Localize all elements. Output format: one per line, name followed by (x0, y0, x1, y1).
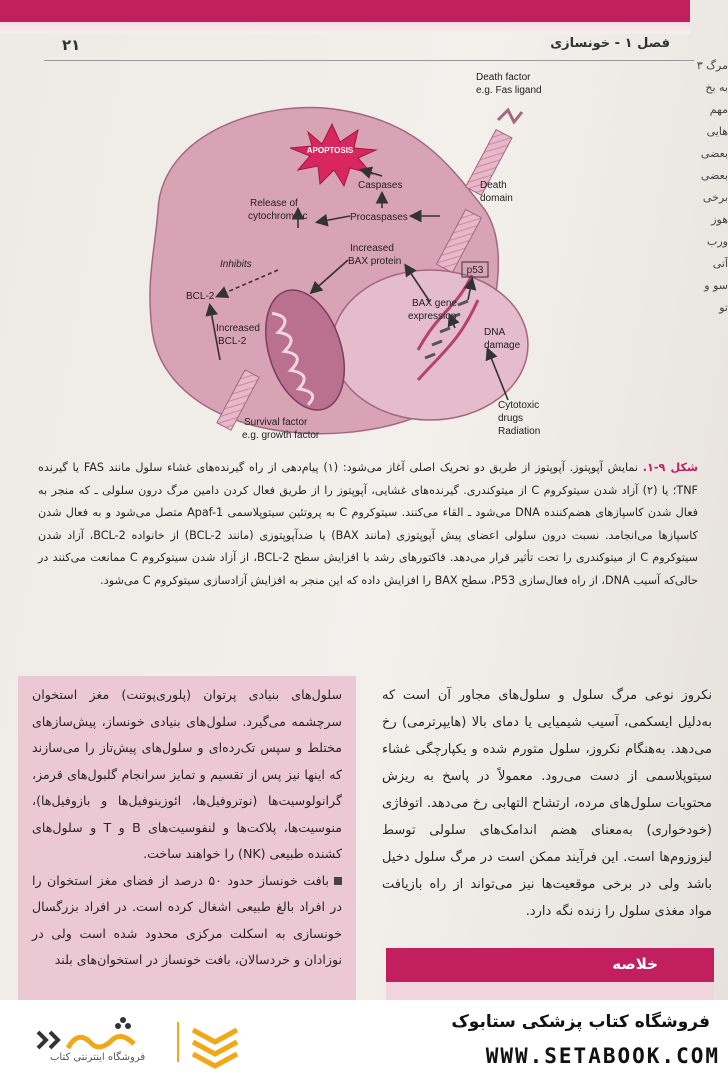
top-bar-fade (0, 22, 690, 34)
dna-damage-line2: damage (484, 340, 521, 351)
summary-box (386, 982, 714, 1000)
increased-bax-line2: BAX protein (348, 256, 402, 267)
summary-heading-bar (386, 948, 714, 982)
facing-page-edge (694, 55, 728, 475)
watermark-footer (0, 1000, 728, 1080)
square-bullet-icon (334, 877, 342, 885)
survival-line2: e.g. growth factor (242, 430, 320, 441)
necrosis-paragraph: نکروز نوعی مرگ سلول و سلول‌های مجاور آن است که به‌دلیل ایسکمی، آسیب شیمیایی یا دمای بالا (هایپرترمی) رخ می‌دهد. به‌هنگام نکروز، سلول متورم شده و یکپارچگی غشاء سیتوپلاسمی از دست می‌رود. معمولاً در پاسخ به ریزش محتویات سلول‌های مرده، ارتشاح التهابی رخ می‌دهد. اتوفاژی (خودخواری) به‌معنای هضم اندامک‌های سلولی توسط لیزوزوم‌ها است. این فرآیند ممکن است در مرگ سلول دخیل باشد ولی در برخی موقعیت‌ها نیز می‌تواند از راه بازیافت مواد مغذی سلول را زنده نگه دارد. (382, 688, 712, 919)
p53-label: p53 (466, 265, 484, 276)
edge-line: بعضی (700, 169, 728, 182)
highlight-text (18, 676, 356, 974)
caption-label: شکل ۹-۱. (642, 461, 699, 474)
cytotoxic-line1: Cytotoxic (498, 400, 540, 411)
shop-url[interactable]: WWW.SETABOOK.COM (485, 1044, 720, 1068)
highlight-para-1: سلول‌های بنیادی پرتوان (پلوری‌پوتنت) مغز استخوان سرچشمه می‌گیرد. سلول‌های بنیادی خونساز، پیش‌سازهای مختلط و سپس تک‌رده‌ای و سلول‌های پیش‌تاز را می‌سازند که اینها نیز پس از تقسیم و تمایز سرانجام گلبول‌های قرمز، گرانولوسیت‌ها (نوتروفیل‌ها، ائوزینوفیل‌ها و بازوفیل‌ها)، منوسیت‌ها، پلاکت‌ها و لنفوسیت‌های B و T و سلول‌های کشنده طبیعی (NK) را خواهند ساخت. (32, 687, 342, 861)
death-factor-line2: e.g. Fas ligand (476, 85, 542, 96)
bax-gene-line2: expression (408, 311, 457, 322)
edge-line: هوز (711, 213, 728, 226)
death-domain-line2: domain (480, 193, 513, 204)
bax-gene-line1: BAX gene (412, 298, 458, 309)
edge-line: مهم هایی (706, 103, 728, 138)
cytotoxic-line2: drugs (498, 413, 524, 424)
dna-damage-line1: DNA (484, 327, 506, 338)
edge-line: مرگ ۳ (696, 59, 728, 72)
highlight-para-2: بافت خونساز حدود ۵۰ درصد از فضای مغز استخوان را در افراد بالغ طبیعی اشغال کرده است. در افراد بزرگسال خونسازی به اسکلت مرکزی محدود شده است ولی در نوزادان و خردسالان، بافت خونساز در استخوان‌های بلند (32, 872, 342, 967)
top-color-bar (0, 0, 690, 22)
edge-line: بعضی (700, 147, 728, 160)
procaspases-label: Procaspases (350, 212, 408, 223)
increased-bcl2-line1: Increased (216, 323, 260, 334)
death-factor-line1: Death factor (476, 72, 531, 83)
apoptosis-label: APOPTOSIS (306, 146, 354, 155)
release-line1: Release of (250, 198, 298, 209)
page-number: ۲۱ (62, 36, 81, 54)
survival-line1: Survival factor (244, 417, 308, 428)
cytotoxic-line3: Radiation (498, 426, 541, 437)
summary-title: خلاصه (612, 955, 658, 973)
bcl2-label: BCL-2 (186, 291, 215, 302)
death-domain-line1: Death (480, 180, 507, 191)
apoptosis-diagram (100, 60, 570, 455)
chapter-title: فصل ۱ - خونسازی (550, 36, 670, 51)
shop-name: فروشگاه کتاب پزشکی ستابوک (451, 1012, 710, 1032)
edge-line: برخی (702, 191, 728, 204)
increased-bax-line1: Increased (350, 243, 394, 254)
edge-line: به بخ (705, 81, 728, 94)
edge-line: آتی (712, 257, 728, 270)
caspases-label: Caspases (358, 180, 403, 191)
release-line2: cytochrome c (248, 211, 308, 222)
figure-caption (38, 457, 698, 592)
setabook-logo (28, 1012, 288, 1072)
caption-text: نمایش آپوپتوز. آپوپتوز از طریق دو تحریک اصلی آغاز می‌شود: (۱) پیام‌دهی از راه گیرنده‌های غشاء سلول مانند FAS یا گیرنده TNF؛ یا (۲) آزاد شدن سیتوکروم C از میتوکندری. گیرنده‌های غشایی، آپوپتوز را از طریق فعال کردن دامین مرگ درون سلولی ـ که منجر به فعال شدن کاسپازهای هضم‌کننده DNA می‌شود ـ القاء می‌کنند. سیتوکروم C به پروتئین سیتوپلاسمی Apaf-1 متصل می‌شود و به فعال شدن کاسپازها می‌انجامد. نسبت درون سلولی اعضای پیش آپوپتوزی (مانند BAX) یا ضدآپوپتوزی (مانند BCL-2) از خانواده BCL-2، آزاد شدن سیتوکروم C از میتوکندری را تحت تأثیر قرار می‌دهد. فاکتورهای رشد با افزایش سطح BCL-2، از آزاد شدن سیتوکروم C ممانعت می‌کنند در حالی‌که آسیب DNA، از راه فعال‌سازی P53، سطح BAX را افزایش داده که این منجر به افزایش آزادسازی سیتوکروم C می‌شود. (38, 461, 699, 587)
increased-bcl2-line2: BCL-2 (218, 336, 247, 347)
logo-subtitle: فروشگاه اینترنتی کتاب (50, 1052, 146, 1063)
edge-line: تو (719, 301, 728, 314)
edge-line: سو و (704, 279, 728, 292)
edge-line: ورب (707, 235, 728, 248)
inhibits-label: Inhibits (220, 259, 252, 270)
highlight-box (18, 676, 356, 1006)
